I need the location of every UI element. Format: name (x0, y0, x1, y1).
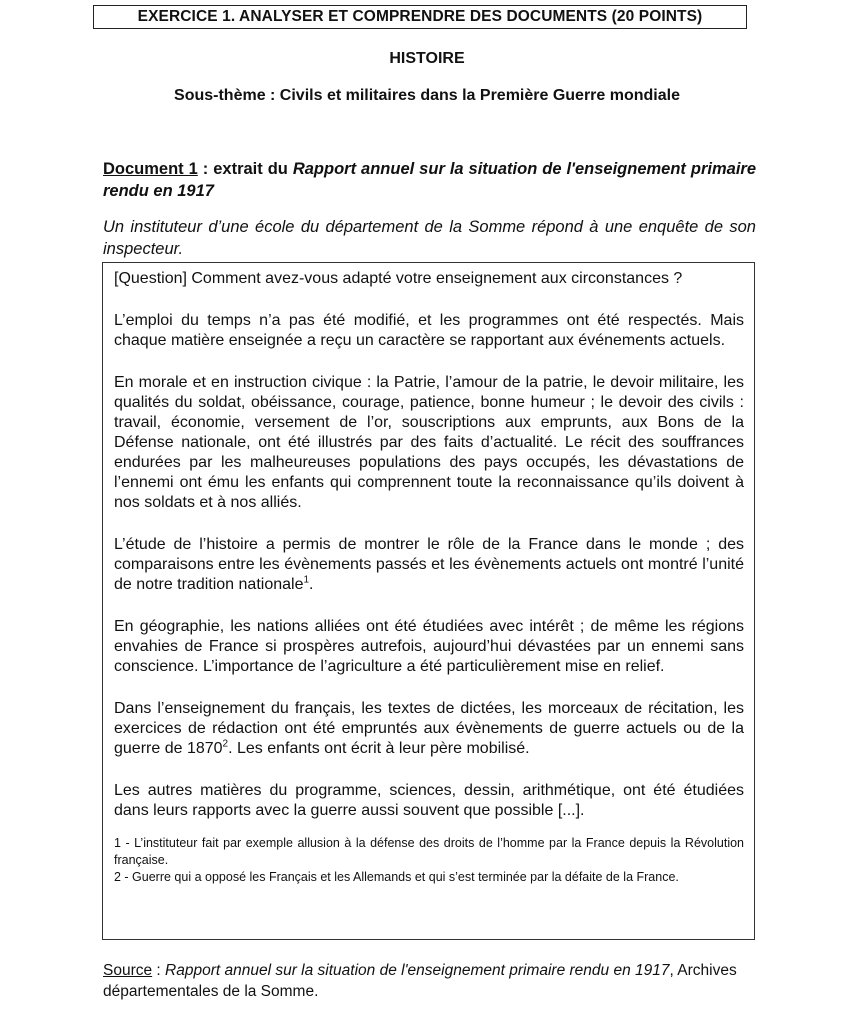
document-heading-title: Rapport annuel sur la situation de l'enseignement primaire rendu en 1917 (103, 160, 756, 200)
source-line (103, 960, 756, 1002)
footnote-2: 2 - Guerre qui a opposé les Français et les Allemands et qui s’est terminée par la défaite de la France. (114, 870, 679, 884)
paragraph-french (114, 699, 744, 759)
source-title: Rapport annuel sur la situation de l'enseignement primaire rendu en 1917 (165, 962, 670, 979)
footnote-1: 1 - L’instituteur fait par exemple allusion à la défense des droits de l’homme par la France depuis la Révolution française. (114, 836, 744, 867)
source-separator: : (152, 962, 166, 979)
document-label: Document 1 (103, 160, 198, 178)
footnote-mark-1: 1 (303, 574, 310, 586)
paragraph-geography: En géographie, les nations alliées ont été étudiées avec intérêt ; de même les régions envahies de France si prospères autrefois, aujourd’hui dévastées par un ennemi sans conscience. L’importance de l’agriculture a été particulièrement mise en relief. (114, 618, 744, 675)
paragraph-french-letters: Les enfants ont écrit à leur père mobilisé. (237, 740, 530, 757)
source-label: Source (103, 962, 153, 979)
exercise-title-box (93, 5, 747, 29)
subject-title: HISTOIRE (389, 50, 465, 67)
paragraph-french-text: Dans l’enseignement du français, les textes de dictées, les morceaux de récitation, les exercices de rédaction ont été empruntés aux évènements de guerre actuels ou de la guerre de 1870 (114, 700, 744, 757)
footnote-mark-2: 2 (222, 738, 229, 750)
document-heading (103, 158, 756, 202)
document-intro: Un instituteur d’une école du département de la Somme répond à une enquête de son inspecteur. (103, 218, 756, 258)
exercise-title: EXERCICE 1. ANALYSER ET COMPRENDRE DES DOCUMENTS (20 POINTS) (137, 8, 703, 25)
document-text-box (102, 262, 755, 940)
paragraph-french-period: . (228, 740, 233, 757)
paragraph-history-period: . (309, 576, 314, 593)
question-paragraph: [Question] Comment avez-vous adapté votre enseignement aux circonstances ? (114, 270, 683, 287)
paragraph-history (114, 535, 744, 595)
paragraph-morale: En morale et en instruction civique : la Patrie, l’amour de la patrie, le devoir militaire, les qualités du soldat, obéissance, courage, patience, bonne humeur ; le devoir des civils : travail, économie, versement de l’or, souscriptions aux emprunts, aux Bons de la Défense nationale, ont été illustrés par des faits d’actualité. Le récit des souffrances endurées par les malheureuses populations des pays occupés, les dévastations de l’ennemi ont ému les enfants qui comprennent toute la reconnaissance qu’ils doivent à nos soldats et à nos alliés. (114, 374, 744, 511)
source-rest: , Archives départementales de la Somme. (103, 962, 737, 1000)
paragraph-history-text: L’étude de l’histoire a permis de montrer le rôle de la France dans le monde ; des comparaisons entre les évènements passés et les évènements actuels ont montré l’unité de notre tradition nationale (114, 536, 744, 593)
subtheme-title: Sous-thème : Civils et militaires dans la Première Guerre mondiale (174, 87, 680, 104)
footnotes (114, 835, 744, 886)
paragraph-schedule: L’emploi du temps n’a pas été modifié, et les programmes ont été respectés. Mais chaque matière enseignée a reçu un caractère se rapportant aux événements actuels. (114, 312, 744, 349)
paragraph-other-subjects: Les autres matières du programme, sciences, dessin, arithmétique, ont été étudiées dans leurs rapports avec la guerre aussi souvent que possible [...]. (114, 782, 744, 819)
document-heading-prefix: : extrait du (197, 160, 293, 178)
